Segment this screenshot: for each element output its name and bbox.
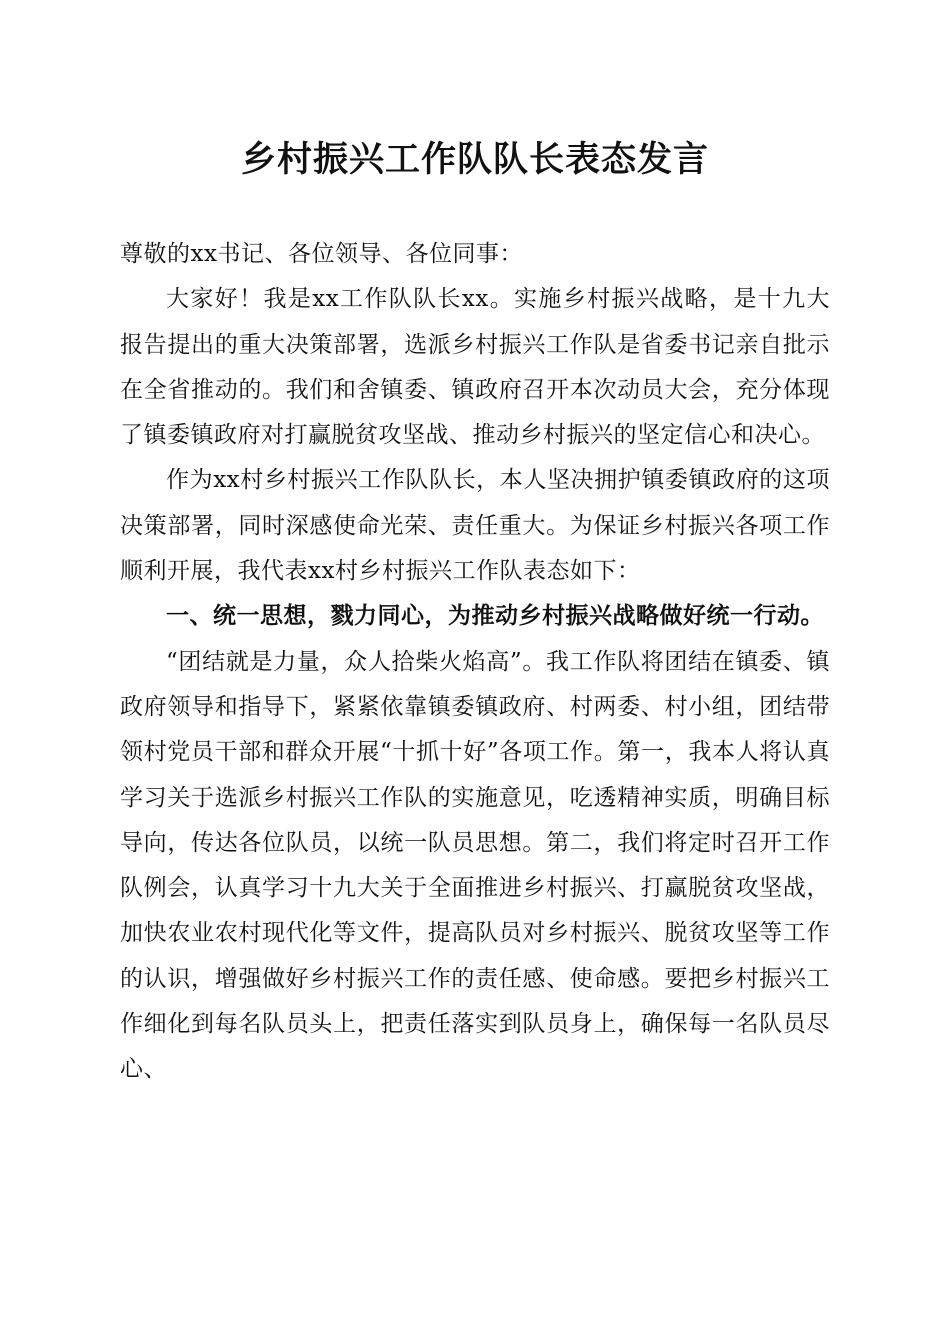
document-body [120,232,830,1093]
document-title: 乡村振兴工作队队长表态发言 [240,140,709,180]
paragraph-pledge-intro: 作为xx村乡村振兴工作队队长，本人坚决拥护镇委镇政府的这项决策部署，同时深感使命光荣、责任重大。为保证乡村振兴各项工作顺利开展，我代表xx村乡村振兴工作队表态如下： [120,467,830,585]
section-heading-1: 一、统一思想，戮力同心，为推动乡村振兴战略做好统一行动。 [166,603,824,630]
salutation: 尊敬的xx书记、各位领导、各位同事： [120,241,523,267]
paragraph-greeting: 大家好！我是xx工作队队长xx。实施乡村振兴战略，是十九大报告提出的重大决策部署，选派乡村振兴工作队是省委书记亲自批示在全省推动的。我们和舍镇委、镇政府召开本次动员大会，充分体现了镇委镇政府对打赢脱贫攻坚战、推动乡村振兴的坚定信心和决心。 [120,286,830,449]
section-paragraph-1: “团结就是力量，众人拾柴火焰高”。我工作队将团结在镇委、镇政府领导和指导下，紧紧依靠镇委镇政府、村两委、村小组，团结带领村党员干部和群众开展“十抓十好”各项工作。第一，我本人将认真学习关于选派乡村振兴工作队的实施意见，吃透精神实质，明确目标导向，传达各位队员，以统一队员思想。第二，我们将定时召开工作队例会，认真学习十九大关于全面推进乡村振兴、打赢脱贫攻坚战，加快农业农村现代化等文件，提高队员对乡村振兴、脱贫攻坚等工作的认识，增强做好乡村振兴工作的责任感、使命感。要把乡村振兴工作细化到每名队员头上，把责任落实到队员身上，确保每一名队员尽心、 [120,648,830,1083]
